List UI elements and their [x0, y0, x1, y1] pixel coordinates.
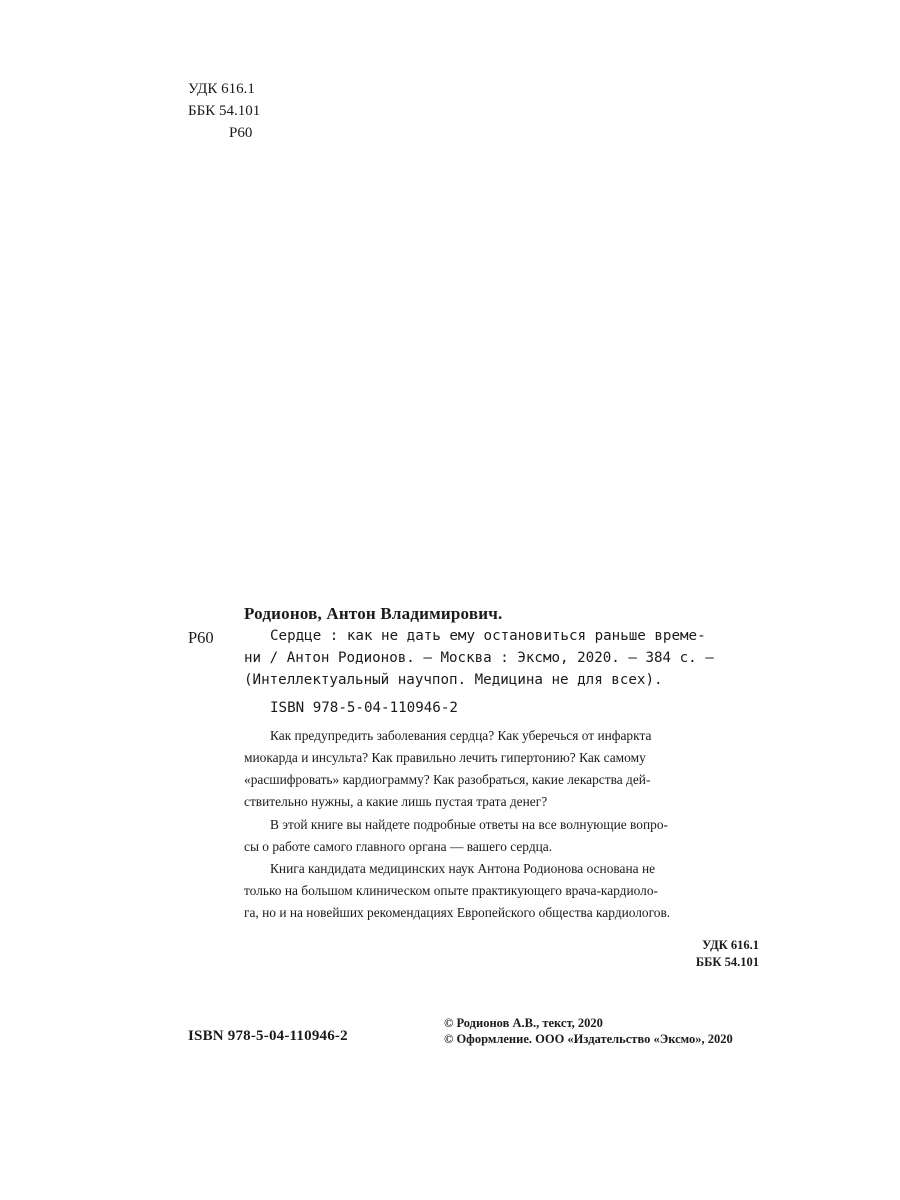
card-title-line: Сердце : как не дать ему остановиться раньше време- [270, 628, 706, 644]
bottom-bbk-code: ББК 54.101 [695, 955, 759, 969]
annotation-line: только на большом клиническом опыте практикующего врача-кардиоло- [244, 883, 659, 898]
top-author-mark: Р60 [229, 125, 253, 141]
annotation-line: Как предупредить заболевания сердца? Как уберечься от инфаркта [270, 728, 652, 743]
bottom-udk-code: УДК 616.1 [702, 938, 759, 952]
annotation-line: миокарда и инсульта? Как правильно лечить гипертонию? Как самому [244, 750, 646, 765]
card-title-line: ни / Антон Родионов. — Москва : Эксмо, 2020. — 384 с. — [244, 650, 714, 666]
copyright-text: © Родионов А.В., текст, 2020 [444, 1016, 603, 1030]
copyright-design: © Оформление. ООО «Издательство «Эксмо», 2020 [444, 1032, 733, 1046]
card-author-mark: Р60 [188, 628, 214, 647]
top-bbk-code: ББК 54.101 [188, 103, 261, 119]
footer-isbn: ISBN 978-5-04-110946-2 [188, 1028, 348, 1044]
card-author: Родионов, Антон Владимирович. [244, 604, 503, 623]
annotation-line: «расшифровать» кардиограмму? Как разобраться, какие лекарства дей- [244, 772, 651, 787]
annotation-line: В этой книге вы найдете подробные ответы на все волнующие вопро- [270, 817, 669, 832]
annotation-line: Книга кандидата медицинских наук Антона Родионова основана не [270, 861, 656, 876]
card-series-line: (Интеллектуальный научпоп. Медицина не для всех). [244, 672, 663, 688]
annotation-line: сы о работе самого главного органа — вашего сердца. [244, 839, 553, 854]
annotation-line: ствительно нужны, а какие лишь пустая трата денег? [244, 794, 548, 809]
annotation-line: га, но и на новейших рекомендациях Европейского общества кардиологов. [244, 905, 671, 920]
top-udk-code: УДК 616.1 [188, 81, 255, 97]
card-isbn: ISBN 978-5-04-110946-2 [270, 700, 458, 716]
